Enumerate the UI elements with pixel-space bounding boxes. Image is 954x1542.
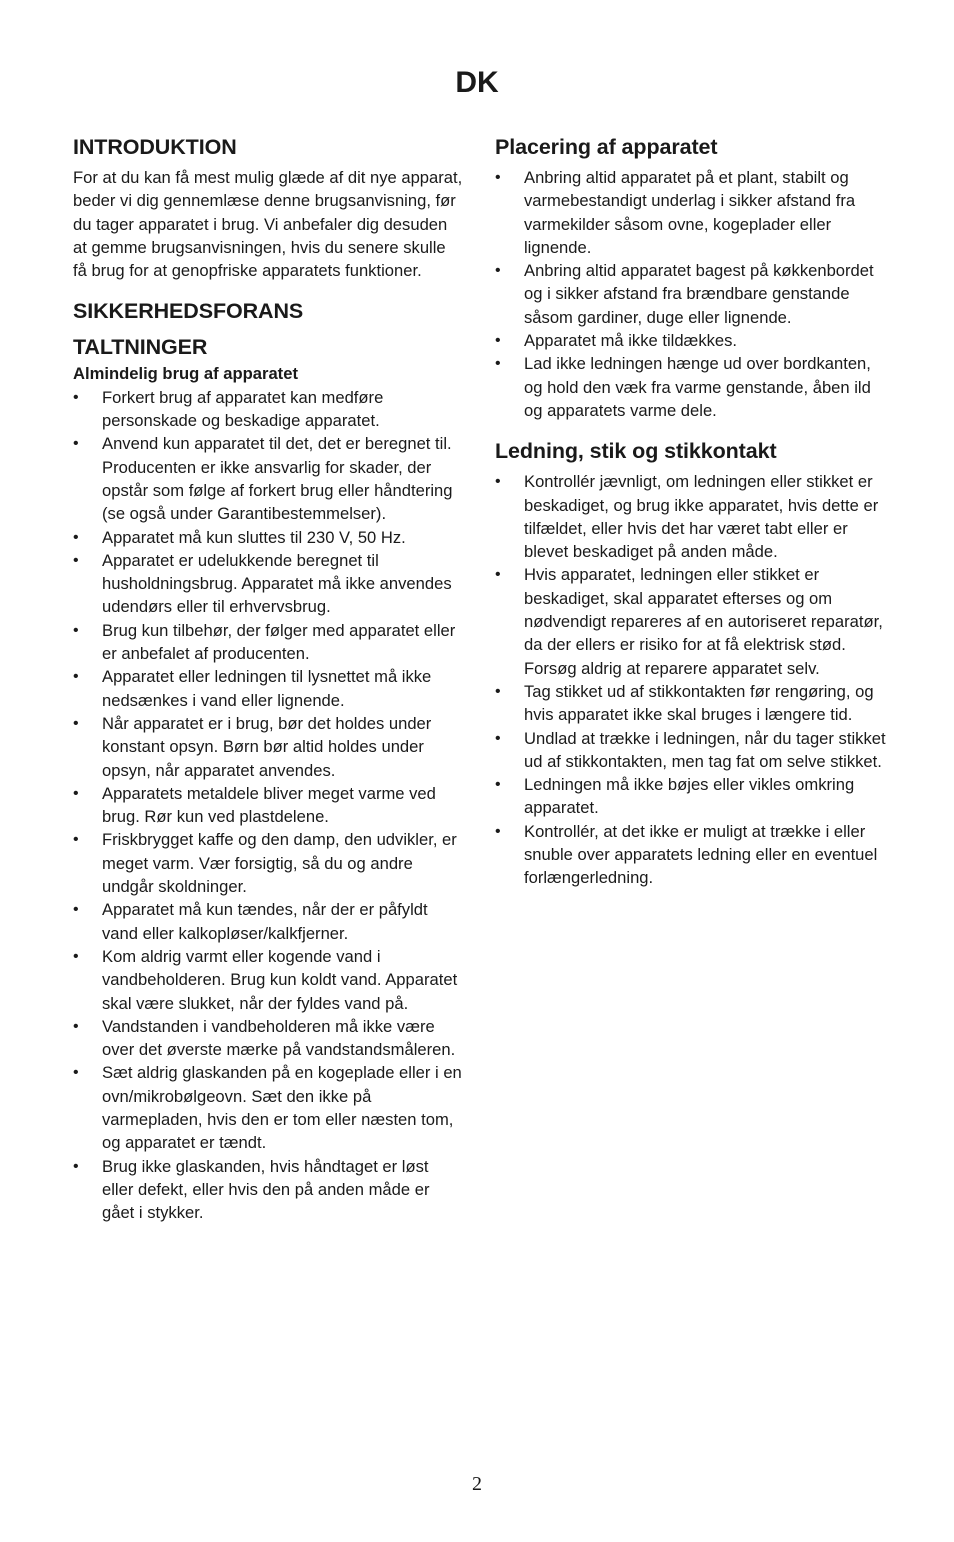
page-number: 2: [472, 1473, 482, 1495]
intro-paragraph: For at du kan få mest mulig glæde af dit nye apparat, beder vi dig gennemlæse denne brugsanvisning, før du tager apparatet i brug. Vi anbefaler dig desuden at gemme brugsanvisningen, hvis du senere skulle få brug for at genopfriske apparatets funktioner.: [73, 168, 463, 281]
bullet-icon: •: [73, 831, 79, 849]
list-item-text: Ledningen må ikke bøjes eller vikles omkring apparatet.: [524, 775, 855, 818]
right-column: [495, 132, 887, 890]
bullet-icon: •: [73, 901, 79, 919]
bullet-icon: •: [73, 947, 79, 965]
bullet-icon: •: [495, 682, 501, 700]
list-item-text: Apparatet må ikke tildækkes.: [524, 331, 738, 351]
list-item: [495, 470, 887, 563]
list-item: [73, 712, 463, 782]
list-item: [495, 563, 887, 679]
list-item: [73, 386, 463, 433]
list-item-text: Når apparatet er i brug, bør det holdes under konstant opsyn. Børn bør altid holdes under opsyn, når apparatet anvendes.: [102, 713, 432, 780]
bullet-icon: •: [495, 776, 501, 794]
list-item-text: Anbring altid apparatet bagest på køkkenbordet og i sikker afstand fra brændbare genstande såsom gardiner, duge eller lignende.: [524, 261, 874, 327]
list-item: [73, 1015, 463, 1062]
list-item-text: Hvis apparatet, ledningen eller stikket er beskadiget, skal apparatet efterses og om nødvendigt repareres af en autoriseret reparatør, da der ellers er risiko for at få elektrisk stød. Forsøg aldrig at reparere apparatet selv.: [524, 565, 883, 678]
list-item: [495, 680, 887, 727]
bullet-icon: •: [73, 1064, 79, 1082]
bullet-icon: •: [73, 388, 79, 406]
bullet-icon: •: [73, 714, 79, 732]
section-gap: [73, 282, 463, 296]
list-item: [73, 945, 463, 1015]
bullet-icon: •: [495, 332, 501, 350]
list-item-text: Anvend kun apparatet til det, det er beregnet til. Producenten er ikke ansvarlig for skader, der opstår som følge af forkert brug eller håndtering (se også under Garantibestemmelser).: [102, 434, 453, 524]
bullet-icon: •: [495, 355, 501, 373]
list-item-text: Apparatets metaldele bliver meget varme ved brug. Rør kun ved plastdelene.: [102, 783, 436, 827]
list-item: [73, 1155, 463, 1225]
list-item-text: Friskbrygget kaffe og den damp, den udvikler, er meget varm. Vær forsigtig, så du og andre undgår skoldninger.: [102, 830, 457, 897]
cord-title: Ledning, stik og stikkontakt: [495, 439, 777, 464]
bullet-icon: •: [73, 668, 79, 686]
list-item-text: Brug ikke glaskanden, hvis håndtaget er løst eller defekt, eller hvis den på anden måde er gået i stykker.: [102, 1156, 430, 1223]
list-item-text: Forkert brug af apparatet kan medføre personskade og beskadige apparatet.: [102, 387, 384, 431]
bullet-icon: •: [495, 473, 501, 491]
left-column: [73, 132, 463, 1224]
list-item: [73, 432, 463, 525]
list-item-text: Anbring altid apparatet på et plant, stabilt og varmebestandigt underlag i sikker afstand fra varmekilder såsom ovne, kogeplader eller lignende.: [524, 168, 856, 257]
bullet-icon: •: [73, 1157, 79, 1175]
list-item-text: Apparatet er udelukkende beregnet til husholdningsbrug. Apparatet må ikke anvendes udendørs eller til erhvervsbrug.: [102, 550, 452, 617]
cord-list: [495, 470, 887, 889]
list-item: [73, 782, 463, 829]
safety-title-line2: TALTNINGER: [73, 335, 208, 360]
list-item: [495, 259, 887, 329]
bullet-icon: •: [73, 1017, 79, 1035]
bullet-icon: •: [495, 262, 501, 280]
placement-title: Placering af apparatet: [495, 135, 718, 159]
list-item-text: Brug kun tilbehør, der følger med apparatet eller er anbefalet af producenten.: [102, 620, 456, 664]
list-item: [495, 329, 887, 352]
language-heading: DK: [455, 66, 499, 99]
intro-title: INTRODUKTION: [73, 135, 237, 159]
list-item-text: Apparatet må kun tændes, når der er påfyldt vand eller kalkopløser/kalkfjerner.: [102, 900, 428, 943]
list-item: [73, 898, 463, 945]
list-item-text: Kontrollér jævnligt, om ledningen eller stikket er beskadiget, og brug ikke apparatet, hvis dette er tilfældet, eller hvis det har været tabt eller er blevet beskadiget på anden måde.: [524, 472, 879, 562]
section-gap: [495, 422, 887, 436]
list-item: [495, 773, 887, 820]
list-item: [73, 828, 463, 898]
placement-list: [495, 166, 887, 422]
list-item-text: Lad ikke ledningen hænge ud over bordkanten, og hold den væk fra varme genstande, åben ild og apparatets varme dele.: [524, 354, 871, 420]
bullet-icon: •: [495, 822, 501, 840]
list-item: [73, 526, 463, 549]
list-item-text: Kom aldrig varmt eller kogende vand i vandbeholderen. Brug kun koldt vand. Apparatet skal være slukket, når der fyldes vand på.: [102, 946, 458, 1013]
general-use-subtitle: Almindelig brug af apparatet: [73, 364, 298, 384]
bullet-icon: •: [495, 169, 501, 186]
list-item-text: Tag stikket ud af stikkontakten før rengøring, og hvis apparatet ikke skal bruges i længere tid.: [524, 681, 874, 725]
list-item: [73, 619, 463, 666]
bullet-icon: •: [495, 566, 501, 584]
bullet-icon: •: [73, 784, 79, 802]
list-item: [495, 166, 887, 259]
safety-title-line1: SIKKERHEDSFORANS: [73, 299, 304, 324]
bullet-icon: •: [73, 528, 79, 546]
bullet-icon: •: [73, 621, 79, 639]
list-item-text: Apparatet må kun sluttes til 230 V, 50 Hz.: [102, 527, 406, 547]
list-item: [495, 352, 887, 422]
list-item: [73, 665, 463, 712]
safety-list: [73, 386, 463, 1225]
list-item: [73, 549, 463, 619]
list-item-text: Undlad at trække i ledningen, når du tager stikket ud af stikkontakten, men tag fat om selve stikket.: [524, 728, 886, 771]
list-item: [73, 1061, 463, 1154]
list-item-text: Sæt aldrig glaskanden på en kogeplade eller i en ovn/mikrobølgeovn. Sæt den ikke på varmepladen, hvis den er tom eller næsten tom, og apparatet er tændt.: [102, 1063, 462, 1153]
bullet-icon: •: [495, 729, 501, 747]
list-item-text: Vandstanden i vandbeholderen må ikke være over det øverste mærke på vandstandsmåleren.: [102, 1016, 456, 1060]
bullet-icon: •: [73, 551, 79, 569]
list-item: [495, 727, 887, 774]
bullet-icon: •: [73, 435, 79, 453]
list-item-text: Apparatet eller ledningen til lysnettet må ikke nedsænkes i vand eller lignende.: [102, 667, 432, 710]
list-item: [495, 820, 887, 890]
list-item-text: Kontrollér, at det ikke er muligt at trække i eller snuble over apparatets ledning eller en eventuel forlængerledning.: [524, 821, 878, 888]
